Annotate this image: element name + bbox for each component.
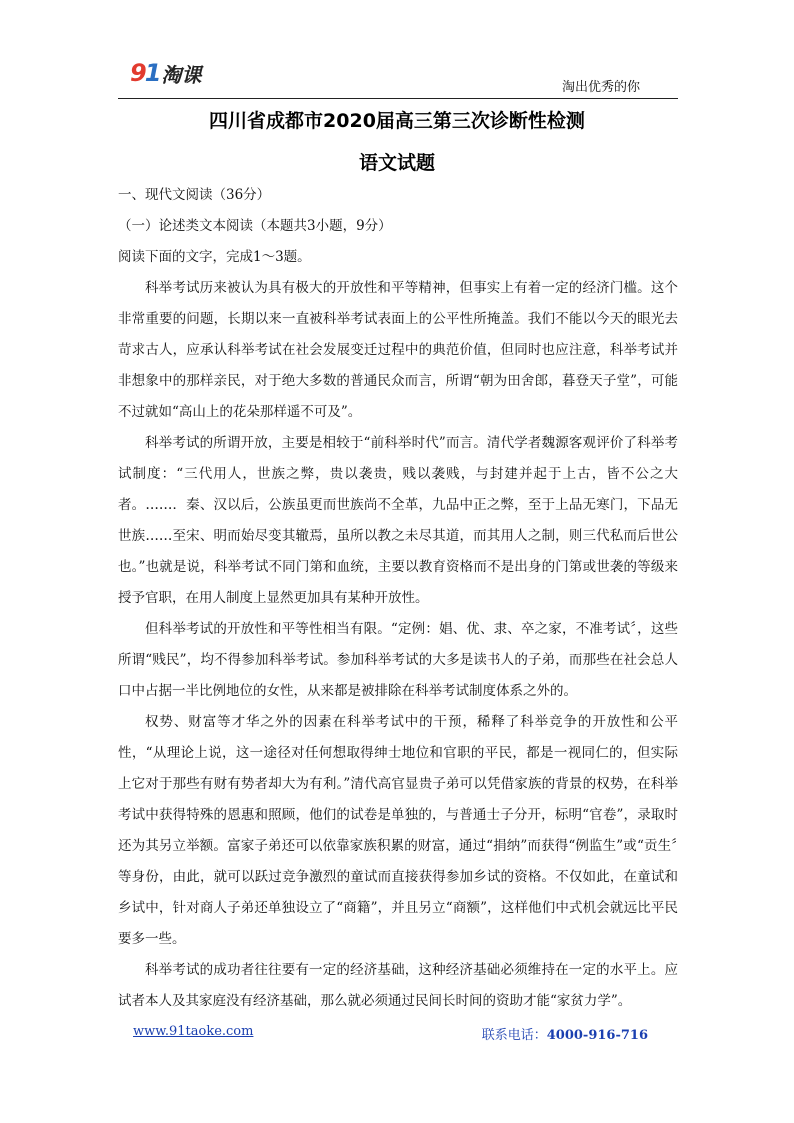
paragraph: 但科举考试的开放性和平等性相当有限。“定例：娼、优、隶、卒之家，不准考试〞，这些所谓“贱民”，均不得参加科举考试。参加科举考试的大多是读书人的子弟，而那些在社会总人口中占据一半比例地位的女性，从来都是被排除在科举考试制度体系之外的。 [118, 621, 678, 699]
paragraph: 科举考试的所谓开放，主要是相较于“前科举时代”而言。清代学者魏源客观评价了科举考试制度：“三代用人，世族之弊，贵以袭贵，贱以袭贱，与封建并起于上古，皆不公之大者。……．秦、汉以后，公族虽更而世族尚不全革，九品中正之弊，至于上品无寒门，下品无世族……至宋、明而始尽变其辙焉，虽所以教之未尽其道，而其用人之制，则三代私而后世公也。”也就是说，科举考试不同门第和血统，主要以教育资格而不是出身的门第或世袭的等级来授予官职，在用人制度上显然更加具有某种开放性。 [118, 435, 678, 606]
logo [130, 58, 201, 88]
section-heading: 一、现代文阅读（36分） [118, 187, 271, 203]
logo-text: 淘课 [161, 62, 202, 87]
header-slogan: 淘出优秀的你 [561, 80, 640, 95]
paragraph: 科举考试历来被认为具有极大的开放性和平等精神，但事实上有着一定的经济门槛。这个非常重要的问题，长期以来一直被科举考试表面上的公平性所掩盖。我们不能以今天的眼光去苛求古人，应承认科举考试在社会发展变迁过程中的典范价值，但同时也应注意，科举考试并非想象中的那样亲民，对于绝大多数的普通民众而言，所谓“朝为田舍郎，暮登天子堂”，可能不过就如“高山上的花朵那样遥不可及”。 [118, 280, 678, 420]
page-footer [133, 1024, 648, 1044]
reading-instruction: 阅读下面的文字，完成1～3题。 [118, 249, 311, 265]
phone-label: 联系电话： [481, 1028, 547, 1043]
contact-phone [482, 1024, 648, 1043]
logo-mark-icon: 91 [130, 59, 160, 87]
website-link[interactable]: www.91taoke.com [133, 1024, 254, 1039]
document-subtitle: 语文试题 [358, 152, 435, 174]
paragraph: 科举考试的成功者往往要有一定的经济基础，这种经济基础必须维持在一定的水平上。应试者本人及其家庭没有经济基础，那么就必须通过民间长时间的资助才能“家贫力学”。 [118, 962, 678, 1009]
phone-number: 4000-916-716 [546, 1028, 648, 1043]
paragraph: 权势、财富等才华之外的因素在科举考试中的干预，稀释了科举竞争的开放性和公平性，“从理论上说，这一途径对任何想取得绅士地位和官职的平民，都是一视同仁的，但实际上它对于那些有财有势者却大为有利。”清代高官显贵子弟可以凭借家族的背景的权势，在科举考试中获得特殊的恩惠和照顾，他们的试卷是单独的，与普通士子分开，标明“官卷”，录取时还为其另立举额。富家子弟还可以依靠家族积累的财富，通过“捐纳”而获得“例监生”或“贡生〞等身份，由此，就可以跃过竞争激烈的童试而直接获得参加乡试的资格。不仅如此，在童试和乡试中，针对商人子弟还单独设立了“商籍”，并且另立“商额”，这样他们中式机会就远比平民要多一些。 [118, 714, 678, 947]
document-title: 四川省成都市2020届高三第三次诊断性检测 [209, 110, 585, 132]
document-body [118, 180, 678, 1017]
page-header [118, 56, 678, 99]
subsection-heading: （一）论述类文本阅读（本题共3小题，9分） [118, 218, 392, 234]
